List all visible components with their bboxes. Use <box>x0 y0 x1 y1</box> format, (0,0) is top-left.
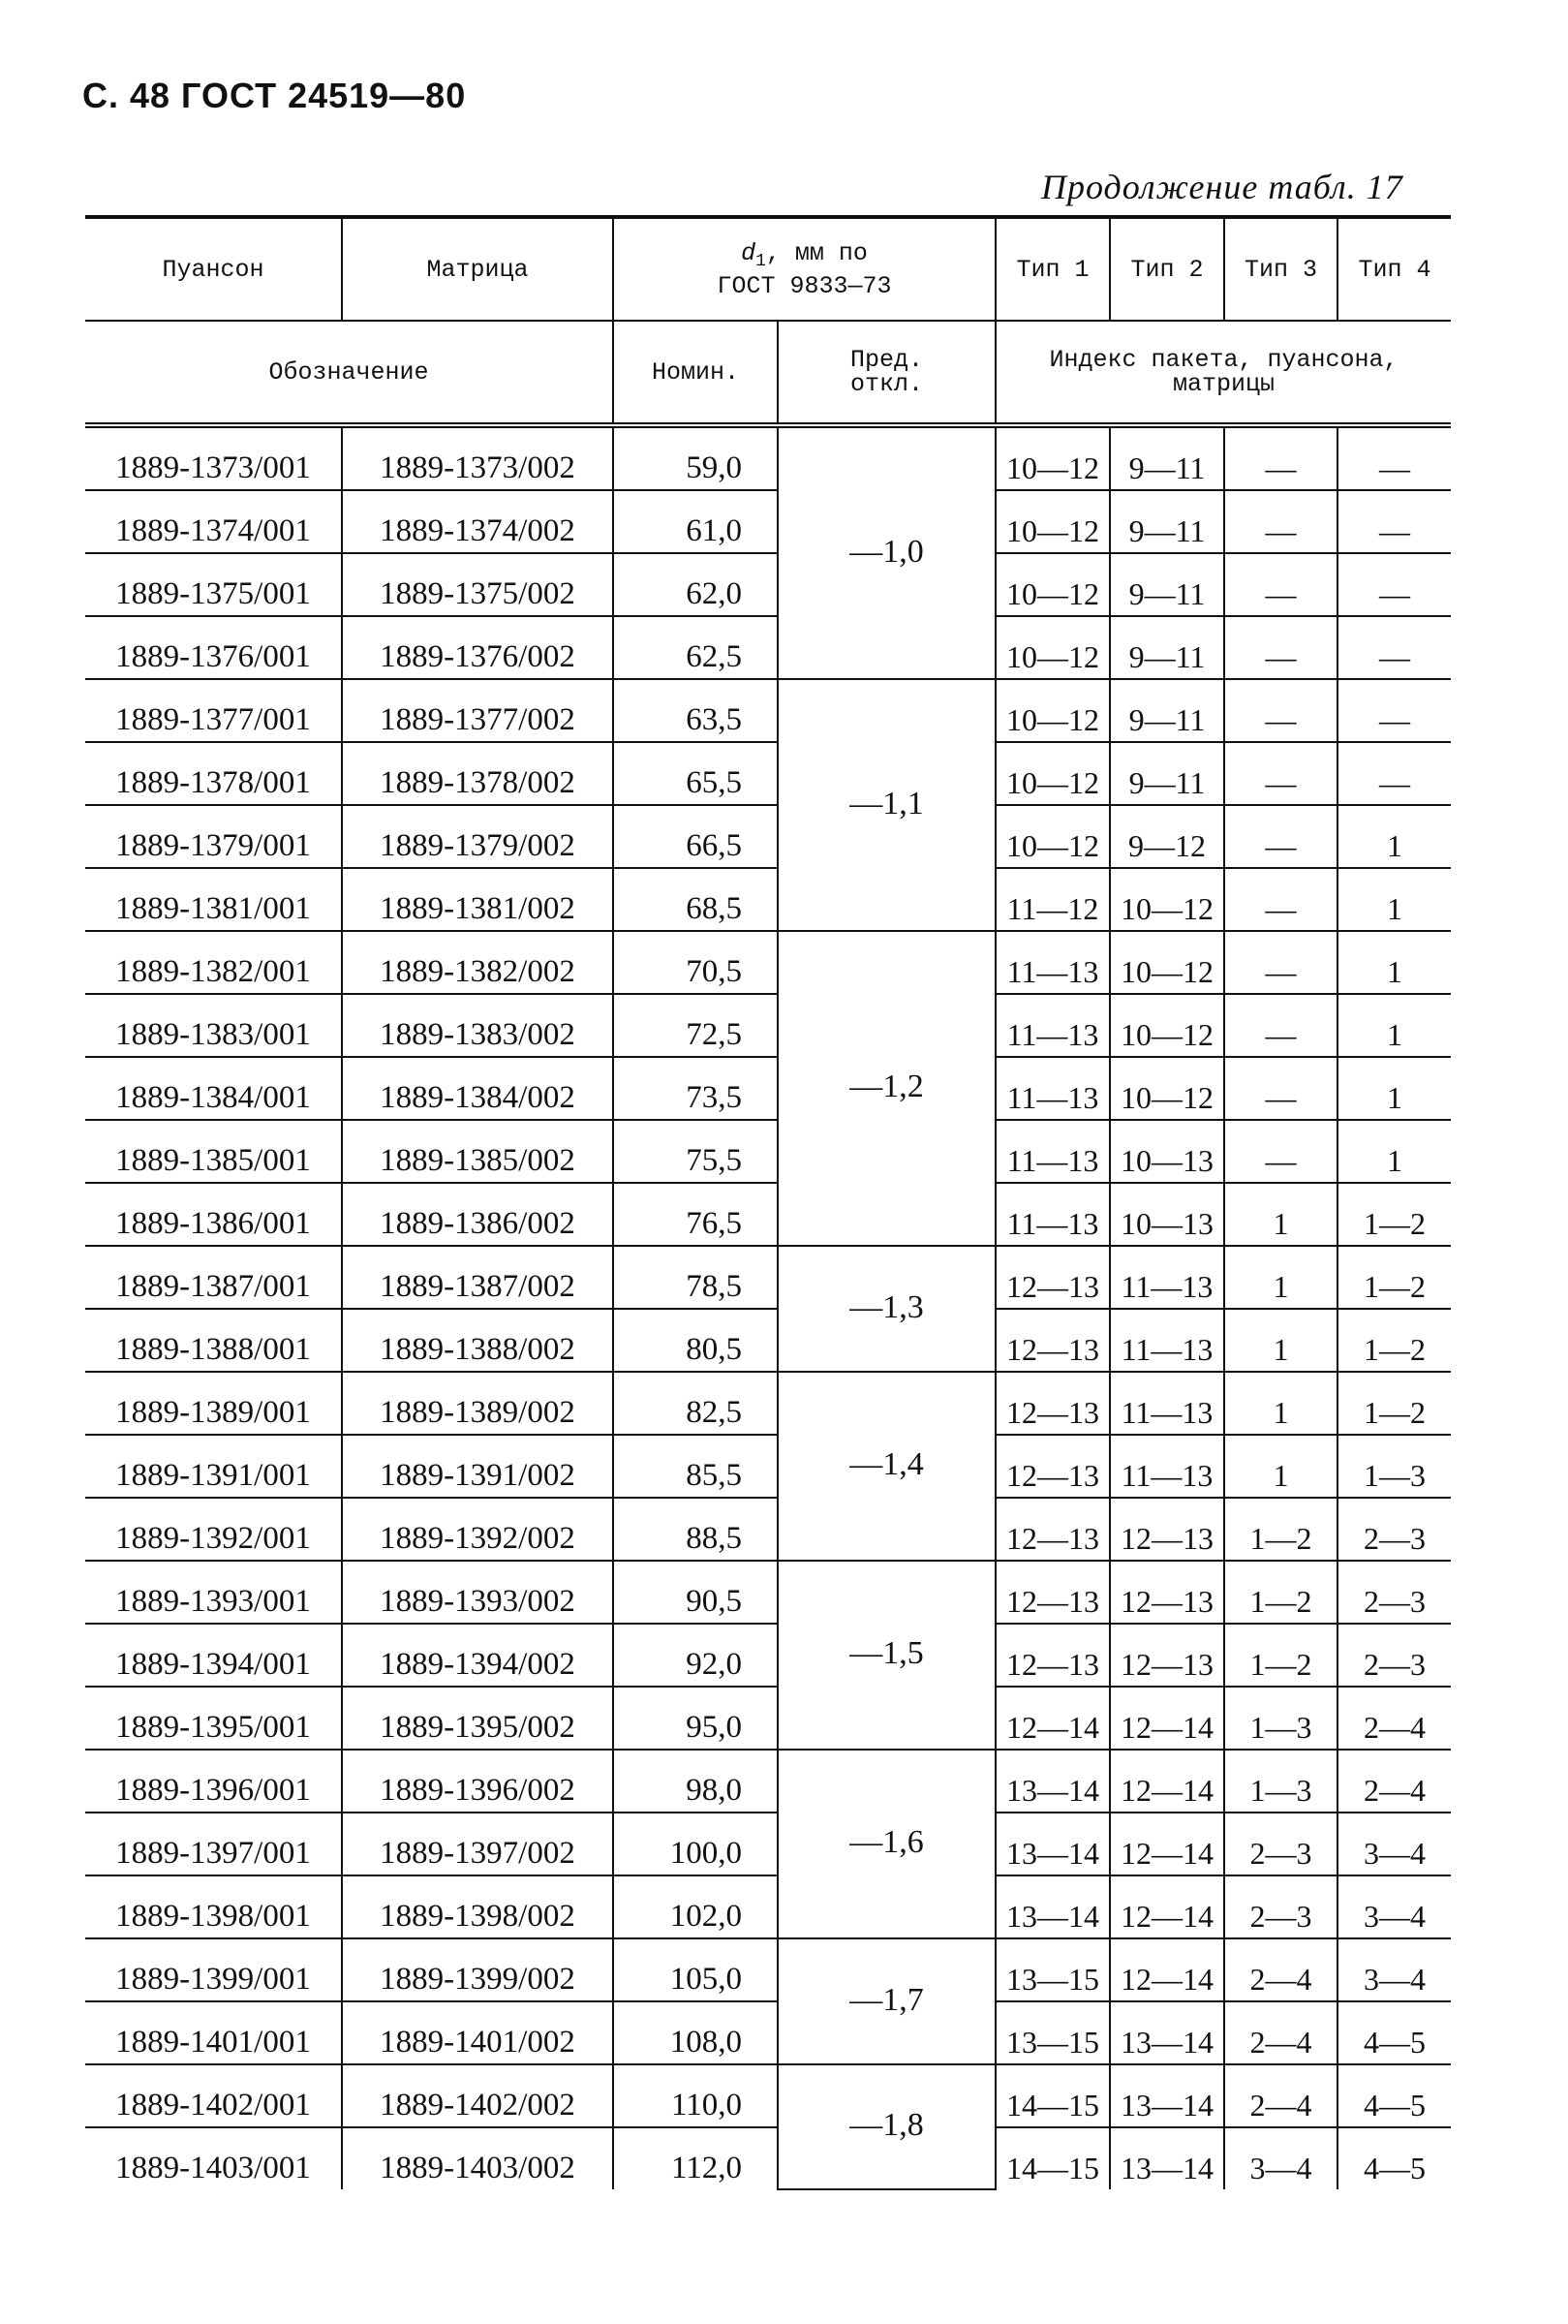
nominal-diameter-cell: 102,0 <box>613 1875 778 1938</box>
type2-index-cell: 11—13 <box>1110 1309 1224 1372</box>
type3-index-cell: 1—2 <box>1224 1498 1337 1561</box>
type4-index-cell: 1 <box>1337 805 1451 868</box>
punch-designation-cell: 1889-1379/001 <box>85 805 342 868</box>
type4-index-cell: 2—3 <box>1337 1498 1451 1561</box>
type4-index-cell: 1 <box>1337 931 1451 994</box>
gost-table <box>85 215 1451 2190</box>
type4-index-cell: 3—4 <box>1337 1875 1451 1938</box>
type4-index-cell: 1 <box>1337 868 1451 931</box>
table-row <box>85 2001 1451 2064</box>
nominal-diameter-cell: 95,0 <box>613 1687 778 1750</box>
type3-index-cell: 1 <box>1224 1246 1337 1309</box>
punch-designation-cell: 1889-1394/001 <box>85 1624 342 1687</box>
table-row <box>85 1120 1451 1183</box>
type2-index-cell: 12—13 <box>1110 1624 1224 1687</box>
header-d1-unit: , мм по <box>765 238 868 267</box>
punch-designation-cell: 1889-1402/001 <box>85 2064 342 2127</box>
type4-index-cell: 4—5 <box>1337 2001 1451 2064</box>
tolerance-cell: —1,4 <box>778 1372 996 1561</box>
punch-designation-cell: 1889-1385/001 <box>85 1120 342 1183</box>
type3-index-cell: — <box>1224 616 1337 679</box>
type4-index-cell: — <box>1337 425 1451 490</box>
header-d1-subscript: 1 <box>755 251 766 271</box>
header-die: Матрица <box>342 217 613 321</box>
table-row <box>85 1750 1451 1813</box>
type4-index-cell: 2—4 <box>1337 1687 1451 1750</box>
type2-index-cell: 9—11 <box>1110 553 1224 616</box>
type3-index-cell: — <box>1224 490 1337 553</box>
die-designation-cell: 1889-1374/002 <box>342 490 613 553</box>
tolerance-cell: —1,5 <box>778 1561 996 1750</box>
punch-designation-cell: 1889-1374/001 <box>85 490 342 553</box>
punch-designation-cell: 1889-1386/001 <box>85 1183 342 1246</box>
type2-index-cell: 11—13 <box>1110 1372 1224 1435</box>
die-designation-cell: 1889-1399/002 <box>342 1938 613 2001</box>
punch-designation-cell: 1889-1377/001 <box>85 679 342 742</box>
nominal-diameter-cell: 59,0 <box>613 425 778 490</box>
type1-index-cell: 10—12 <box>996 553 1110 616</box>
header-index-line1: Индекс пакета, пуансона, <box>1049 346 1399 374</box>
type4-index-cell: 1 <box>1337 1057 1451 1120</box>
table-row <box>85 679 1451 742</box>
die-designation-cell: 1889-1375/002 <box>342 553 613 616</box>
type3-index-cell: — <box>1224 931 1337 994</box>
type1-index-cell: 11—13 <box>996 1057 1110 1120</box>
nominal-diameter-cell: 108,0 <box>613 2001 778 2064</box>
type4-index-cell: 2—3 <box>1337 1624 1451 1687</box>
type1-index-cell: 13—14 <box>996 1750 1110 1813</box>
table-row <box>85 1057 1451 1120</box>
type1-index-cell: 10—12 <box>996 616 1110 679</box>
nominal-diameter-cell: 98,0 <box>613 1750 778 1813</box>
die-designation-cell: 1889-1389/002 <box>342 1372 613 1435</box>
type1-index-cell: 12—13 <box>996 1309 1110 1372</box>
die-designation-cell: 1889-1397/002 <box>342 1813 613 1875</box>
table-row <box>85 1875 1451 1938</box>
type3-index-cell: — <box>1224 1120 1337 1183</box>
type4-index-cell: 1—2 <box>1337 1183 1451 1246</box>
type3-index-cell: — <box>1224 994 1337 1057</box>
type1-index-cell: 10—12 <box>996 425 1110 490</box>
nominal-diameter-cell: 73,5 <box>613 1057 778 1120</box>
table-row <box>85 1561 1451 1624</box>
type1-index-cell: 10—12 <box>996 742 1110 805</box>
tolerance-cell: —1,7 <box>778 1938 996 2064</box>
header-type4: Тип 4 <box>1337 217 1451 321</box>
table-body <box>85 425 1451 2189</box>
type1-index-cell: 12—13 <box>996 1435 1110 1498</box>
table-row <box>85 1309 1451 1372</box>
type4-index-cell: — <box>1337 553 1451 616</box>
nominal-diameter-cell: 112,0 <box>613 2127 778 2189</box>
type4-index-cell: 2—4 <box>1337 1750 1451 1813</box>
punch-designation-cell: 1889-1383/001 <box>85 994 342 1057</box>
tolerance-cell: —1,3 <box>778 1246 996 1372</box>
nominal-diameter-cell: 88,5 <box>613 1498 778 1561</box>
punch-designation-cell: 1889-1393/001 <box>85 1561 342 1624</box>
header-tolerance-line2: откл. <box>849 370 923 398</box>
nominal-diameter-cell: 82,5 <box>613 1372 778 1435</box>
header-tolerance <box>778 321 996 425</box>
type2-index-cell: 9—11 <box>1110 742 1224 805</box>
type2-index-cell: 12—14 <box>1110 1687 1224 1750</box>
punch-designation-cell: 1889-1376/001 <box>85 616 342 679</box>
type1-index-cell: 13—14 <box>996 1813 1110 1875</box>
nominal-diameter-cell: 68,5 <box>613 868 778 931</box>
type4-index-cell: 3—4 <box>1337 1813 1451 1875</box>
type2-index-cell: 9—11 <box>1110 616 1224 679</box>
type2-index-cell: 10—12 <box>1110 868 1224 931</box>
type3-index-cell: 1—3 <box>1224 1687 1337 1750</box>
type2-index-cell: 12—14 <box>1110 1813 1224 1875</box>
type1-index-cell: 10—12 <box>996 805 1110 868</box>
table-row <box>85 1813 1451 1875</box>
type1-index-cell: 14—15 <box>996 2064 1110 2127</box>
die-designation-cell: 1889-1377/002 <box>342 679 613 742</box>
table-row <box>85 1183 1451 1246</box>
type3-index-cell: 2—3 <box>1224 1813 1337 1875</box>
die-designation-cell: 1889-1402/002 <box>342 2064 613 2127</box>
nominal-diameter-cell: 70,5 <box>613 931 778 994</box>
type3-index-cell: 2—4 <box>1224 1938 1337 2001</box>
table-row <box>85 1246 1451 1309</box>
die-designation-cell: 1889-1382/002 <box>342 931 613 994</box>
type2-index-cell: 10—12 <box>1110 931 1224 994</box>
nominal-diameter-cell: 78,5 <box>613 1246 778 1309</box>
type1-index-cell: 11—13 <box>996 931 1110 994</box>
type4-index-cell: 1—3 <box>1337 1435 1451 1498</box>
tolerance-cell: —1,6 <box>778 1750 996 1938</box>
type1-index-cell: 12—13 <box>996 1624 1110 1687</box>
type2-index-cell: 10—13 <box>1110 1120 1224 1183</box>
die-designation-cell: 1889-1386/002 <box>342 1183 613 1246</box>
punch-designation-cell: 1889-1389/001 <box>85 1372 342 1435</box>
nominal-diameter-cell: 63,5 <box>613 679 778 742</box>
type4-index-cell: — <box>1337 490 1451 553</box>
type2-index-cell: 9—11 <box>1110 425 1224 490</box>
type2-index-cell: 9—12 <box>1110 805 1224 868</box>
table-row <box>85 1938 1451 2001</box>
die-designation-cell: 1889-1398/002 <box>342 1875 613 1938</box>
type2-index-cell: 11—13 <box>1110 1246 1224 1309</box>
type4-index-cell: 1 <box>1337 1120 1451 1183</box>
type1-index-cell: 11—13 <box>996 1183 1110 1246</box>
type2-index-cell: 9—11 <box>1110 679 1224 742</box>
die-designation-cell: 1889-1385/002 <box>342 1120 613 1183</box>
table-row <box>85 1435 1451 1498</box>
header-punch: Пуансон <box>85 217 342 321</box>
die-designation-cell: 1889-1396/002 <box>342 1750 613 1813</box>
type3-index-cell: 1 <box>1224 1372 1337 1435</box>
type2-index-cell: 12—14 <box>1110 1750 1224 1813</box>
type4-index-cell: — <box>1337 742 1451 805</box>
type1-index-cell: 10—12 <box>996 679 1110 742</box>
type4-index-cell: 4—5 <box>1337 2127 1451 2189</box>
table-row <box>85 1372 1451 1435</box>
die-designation-cell: 1889-1395/002 <box>342 1687 613 1750</box>
type1-index-cell: 11—13 <box>996 1120 1110 1183</box>
type1-index-cell: 14—15 <box>996 2127 1110 2189</box>
type1-index-cell: 13—14 <box>996 1875 1110 1938</box>
punch-designation-cell: 1889-1384/001 <box>85 1057 342 1120</box>
table-row <box>85 490 1451 553</box>
table-row <box>85 1687 1451 1750</box>
type4-index-cell: 3—4 <box>1337 1938 1451 2001</box>
nominal-diameter-cell: 110,0 <box>613 2064 778 2127</box>
type1-index-cell: 12—13 <box>996 1498 1110 1561</box>
die-designation-cell: 1889-1394/002 <box>342 1624 613 1687</box>
type2-index-cell: 9—11 <box>1110 490 1224 553</box>
table-row <box>85 1624 1451 1687</box>
header-index-line2: матрицы <box>1172 370 1276 398</box>
punch-designation-cell: 1889-1401/001 <box>85 2001 342 2064</box>
table-row <box>85 931 1451 994</box>
nominal-diameter-cell: 80,5 <box>613 1309 778 1372</box>
table-row <box>85 868 1451 931</box>
table-row <box>85 994 1451 1057</box>
type2-index-cell: 13—14 <box>1110 2064 1224 2127</box>
type2-index-cell: 10—13 <box>1110 1183 1224 1246</box>
type2-index-cell: 13—14 <box>1110 2001 1224 2064</box>
type2-index-cell: 13—14 <box>1110 2127 1224 2189</box>
type3-index-cell: 1—3 <box>1224 1750 1337 1813</box>
header-type2: Тип 2 <box>1110 217 1224 321</box>
type3-index-cell: — <box>1224 868 1337 931</box>
nominal-diameter-cell: 105,0 <box>613 1938 778 2001</box>
die-designation-cell: 1889-1373/002 <box>342 425 613 490</box>
punch-designation-cell: 1889-1378/001 <box>85 742 342 805</box>
header-d1-standard: ГОСТ 9833—73 <box>717 271 892 300</box>
die-designation-cell: 1889-1381/002 <box>342 868 613 931</box>
type1-index-cell: 13—15 <box>996 1938 1110 2001</box>
punch-designation-cell: 1889-1392/001 <box>85 1498 342 1561</box>
type3-index-cell: 2—3 <box>1224 1875 1337 1938</box>
punch-designation-cell: 1889-1373/001 <box>85 425 342 490</box>
tolerance-cell: —1,8 <box>778 2064 996 2189</box>
type1-index-cell: 12—14 <box>996 1687 1110 1750</box>
type4-index-cell: — <box>1337 616 1451 679</box>
type4-index-cell: 2—3 <box>1337 1561 1451 1624</box>
punch-designation-cell: 1889-1397/001 <box>85 1813 342 1875</box>
tolerance-cell: —1,1 <box>778 679 996 931</box>
nominal-diameter-cell: 66,5 <box>613 805 778 868</box>
type3-index-cell: 1 <box>1224 1309 1337 1372</box>
table-continuation-label: Продолжение табл. 17 <box>1041 168 1403 206</box>
nominal-diameter-cell: 62,0 <box>613 553 778 616</box>
type4-index-cell: — <box>1337 679 1451 742</box>
type1-index-cell: 12—13 <box>996 1561 1110 1624</box>
type3-index-cell: 1 <box>1224 1183 1337 1246</box>
type1-index-cell: 10—12 <box>996 490 1110 553</box>
nominal-diameter-cell: 75,5 <box>613 1120 778 1183</box>
header-index <box>996 321 1451 425</box>
header-designation: Обозначение <box>85 321 613 425</box>
type4-index-cell: 4—5 <box>1337 2064 1451 2127</box>
type2-index-cell: 12—14 <box>1110 1938 1224 2001</box>
type3-index-cell: 2—4 <box>1224 2001 1337 2064</box>
type3-index-cell: — <box>1224 679 1337 742</box>
table-row <box>85 742 1451 805</box>
punch-designation-cell: 1889-1398/001 <box>85 1875 342 1938</box>
type4-index-cell: 1—2 <box>1337 1246 1451 1309</box>
die-designation-cell: 1889-1393/002 <box>342 1561 613 1624</box>
nominal-diameter-cell: 72,5 <box>613 994 778 1057</box>
die-designation-cell: 1889-1403/002 <box>342 2127 613 2189</box>
table-row <box>85 1498 1451 1561</box>
header-d1 <box>613 217 996 321</box>
tolerance-cell: —1,2 <box>778 931 996 1246</box>
punch-designation-cell: 1889-1396/001 <box>85 1750 342 1813</box>
punch-designation-cell: 1889-1388/001 <box>85 1309 342 1372</box>
type2-index-cell: 10—12 <box>1110 994 1224 1057</box>
table-row <box>85 425 1451 490</box>
type3-index-cell: 3—4 <box>1224 2127 1337 2189</box>
type1-index-cell: 12—13 <box>996 1372 1110 1435</box>
table-row <box>85 553 1451 616</box>
nominal-diameter-cell: 100,0 <box>613 1813 778 1875</box>
type1-index-cell: 13—15 <box>996 2001 1110 2064</box>
table-row <box>85 2127 1451 2189</box>
type3-index-cell: — <box>1224 553 1337 616</box>
type3-index-cell: 2—4 <box>1224 2064 1337 2127</box>
die-designation-cell: 1889-1388/002 <box>342 1309 613 1372</box>
header-type1: Тип 1 <box>996 217 1110 321</box>
type1-index-cell: 12—13 <box>996 1246 1110 1309</box>
header-row-sub <box>85 321 1451 425</box>
die-designation-cell: 1889-1378/002 <box>342 742 613 805</box>
type2-index-cell: 12—13 <box>1110 1561 1224 1624</box>
tolerance-cell: —1,0 <box>778 425 996 679</box>
die-designation-cell: 1889-1387/002 <box>342 1246 613 1309</box>
table-row <box>85 805 1451 868</box>
die-designation-cell: 1889-1384/002 <box>342 1057 613 1120</box>
nominal-diameter-cell: 62,5 <box>613 616 778 679</box>
die-designation-cell: 1889-1383/002 <box>342 994 613 1057</box>
type3-index-cell: 1 <box>1224 1435 1337 1498</box>
type2-index-cell: 10—12 <box>1110 1057 1224 1120</box>
type2-index-cell: 12—13 <box>1110 1498 1224 1561</box>
type3-index-cell: — <box>1224 805 1337 868</box>
die-designation-cell: 1889-1392/002 <box>342 1498 613 1561</box>
nominal-diameter-cell: 61,0 <box>613 490 778 553</box>
nominal-diameter-cell: 92,0 <box>613 1624 778 1687</box>
header-row-top <box>85 217 1451 321</box>
type3-index-cell: — <box>1224 742 1337 805</box>
type3-index-cell: — <box>1224 425 1337 490</box>
nominal-diameter-cell: 76,5 <box>613 1183 778 1246</box>
punch-designation-cell: 1889-1403/001 <box>85 2127 342 2189</box>
punch-designation-cell: 1889-1382/001 <box>85 931 342 994</box>
type3-index-cell: — <box>1224 1057 1337 1120</box>
type3-index-cell: 1—2 <box>1224 1624 1337 1687</box>
header-nominal: Номин. <box>613 321 778 425</box>
table-row <box>85 2064 1451 2127</box>
punch-designation-cell: 1889-1395/001 <box>85 1687 342 1750</box>
header-d1-letter: d <box>741 238 756 267</box>
type4-index-cell: 1—2 <box>1337 1372 1451 1435</box>
die-designation-cell: 1889-1376/002 <box>342 616 613 679</box>
punch-designation-cell: 1889-1399/001 <box>85 1938 342 2001</box>
header-type3: Тип 3 <box>1224 217 1337 321</box>
nominal-diameter-cell: 65,5 <box>613 742 778 805</box>
type2-index-cell: 12—14 <box>1110 1875 1224 1938</box>
header-tolerance-line1: Пред. <box>849 346 923 374</box>
table-row <box>85 616 1451 679</box>
type3-index-cell: 1—2 <box>1224 1561 1337 1624</box>
die-designation-cell: 1889-1391/002 <box>342 1435 613 1498</box>
punch-designation-cell: 1889-1375/001 <box>85 553 342 616</box>
punch-designation-cell: 1889-1387/001 <box>85 1246 342 1309</box>
type4-index-cell: 1—2 <box>1337 1309 1451 1372</box>
punch-designation-cell: 1889-1381/001 <box>85 868 342 931</box>
type4-index-cell: 1 <box>1337 994 1451 1057</box>
die-designation-cell: 1889-1379/002 <box>342 805 613 868</box>
nominal-diameter-cell: 85,5 <box>613 1435 778 1498</box>
die-designation-cell: 1889-1401/002 <box>342 2001 613 2064</box>
nominal-diameter-cell: 90,5 <box>613 1561 778 1624</box>
type1-index-cell: 11—12 <box>996 868 1110 931</box>
type2-index-cell: 11—13 <box>1110 1435 1224 1498</box>
punch-designation-cell: 1889-1391/001 <box>85 1435 342 1498</box>
page-header: С. 48 ГОСТ 24519—80 <box>82 76 467 115</box>
type1-index-cell: 11—13 <box>996 994 1110 1057</box>
